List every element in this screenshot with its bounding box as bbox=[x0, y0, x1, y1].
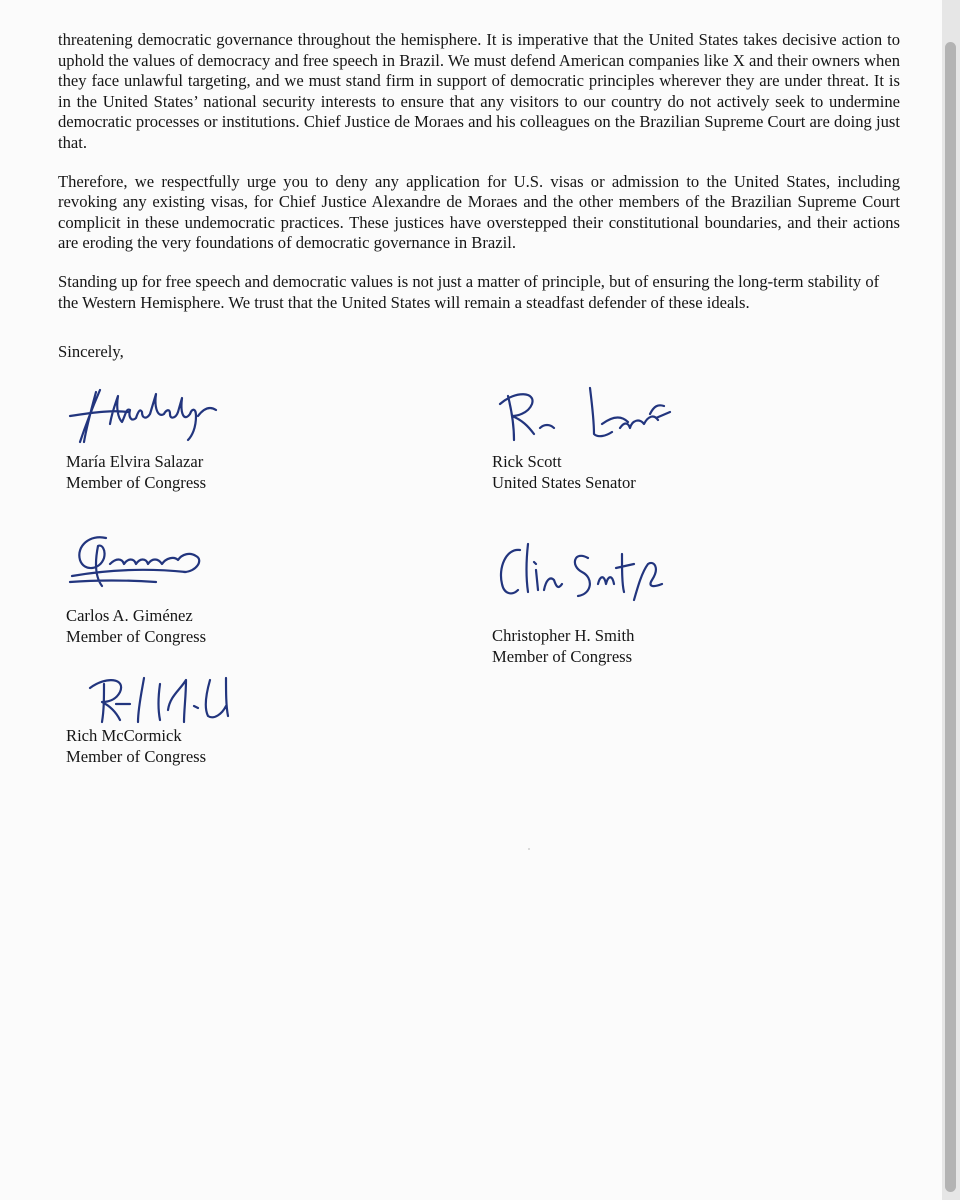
scrollbar-thumb[interactable] bbox=[945, 42, 956, 1192]
signatory-name: Rich McCormick bbox=[66, 726, 182, 745]
signatory-name: Rick Scott bbox=[492, 452, 562, 471]
signatory-block-mccormick bbox=[66, 726, 206, 767]
signatory-block-smith bbox=[492, 626, 634, 667]
signatory-title: United States Senator bbox=[492, 472, 636, 492]
signatory-name: Christopher H. Smith bbox=[492, 626, 635, 645]
signature-gimenez bbox=[66, 530, 216, 590]
letter-body bbox=[58, 30, 900, 331]
signature-scott bbox=[494, 384, 684, 444]
closing-salutation: Sincerely, bbox=[58, 342, 124, 361]
signatory-title: Member of Congress bbox=[66, 472, 207, 492]
signatory-title: Member of Congress bbox=[492, 646, 633, 666]
signature-smith bbox=[494, 540, 674, 612]
signatory-title: Member of Congress bbox=[66, 626, 207, 646]
signatory-title: Member of Congress bbox=[66, 746, 207, 766]
signature-mccormick bbox=[86, 670, 256, 728]
paper-speck bbox=[528, 848, 530, 850]
paragraph-2: Therefore, we respectfully urge you to deny any application for U.S. visas or admission to the United States, including revoking any existing visas, for Chief Justice Alexandre de Moraes and the other members of the Brazilian Supreme Court complicit in these undemocratic practices. These justices have overstepped their constitutional boundaries, and their actions are eroding the very foundations of democratic governance in Brazil. bbox=[58, 171, 900, 253]
paragraph-1: threatening democratic governance throughout the hemisphere. It is imperative that the United States takes decisive action to uphold the values of democracy and free speech in Brazil. We must defend American companies like X and their owners when they face unlawful targeting, and we must stand firm in support of democratic principles wherever they are under threat. It is in the United States’ national security interests to ensure that any visitors to our country do not actively seek to undermine democratic processes or institutions. Chief Justice de Moraes and his colleagues on the Brazilian Supreme Court are doing just that. bbox=[58, 30, 900, 152]
paragraph-3: Standing up for free speech and democratic values is not just a matter of principle, but of ensuring the long-term stability of the Western Hemisphere. We trust that the United States will remain a steadfast defender of these ideals. bbox=[58, 271, 880, 312]
signatory-name: María Elvira Salazar bbox=[66, 452, 204, 471]
signatory-block-scott bbox=[492, 452, 636, 493]
signatory-block-gimenez bbox=[66, 606, 206, 647]
signatory-block-salazar bbox=[66, 452, 206, 493]
signature-salazar bbox=[66, 384, 226, 446]
signatory-name: Carlos A. Giménez bbox=[66, 606, 193, 625]
